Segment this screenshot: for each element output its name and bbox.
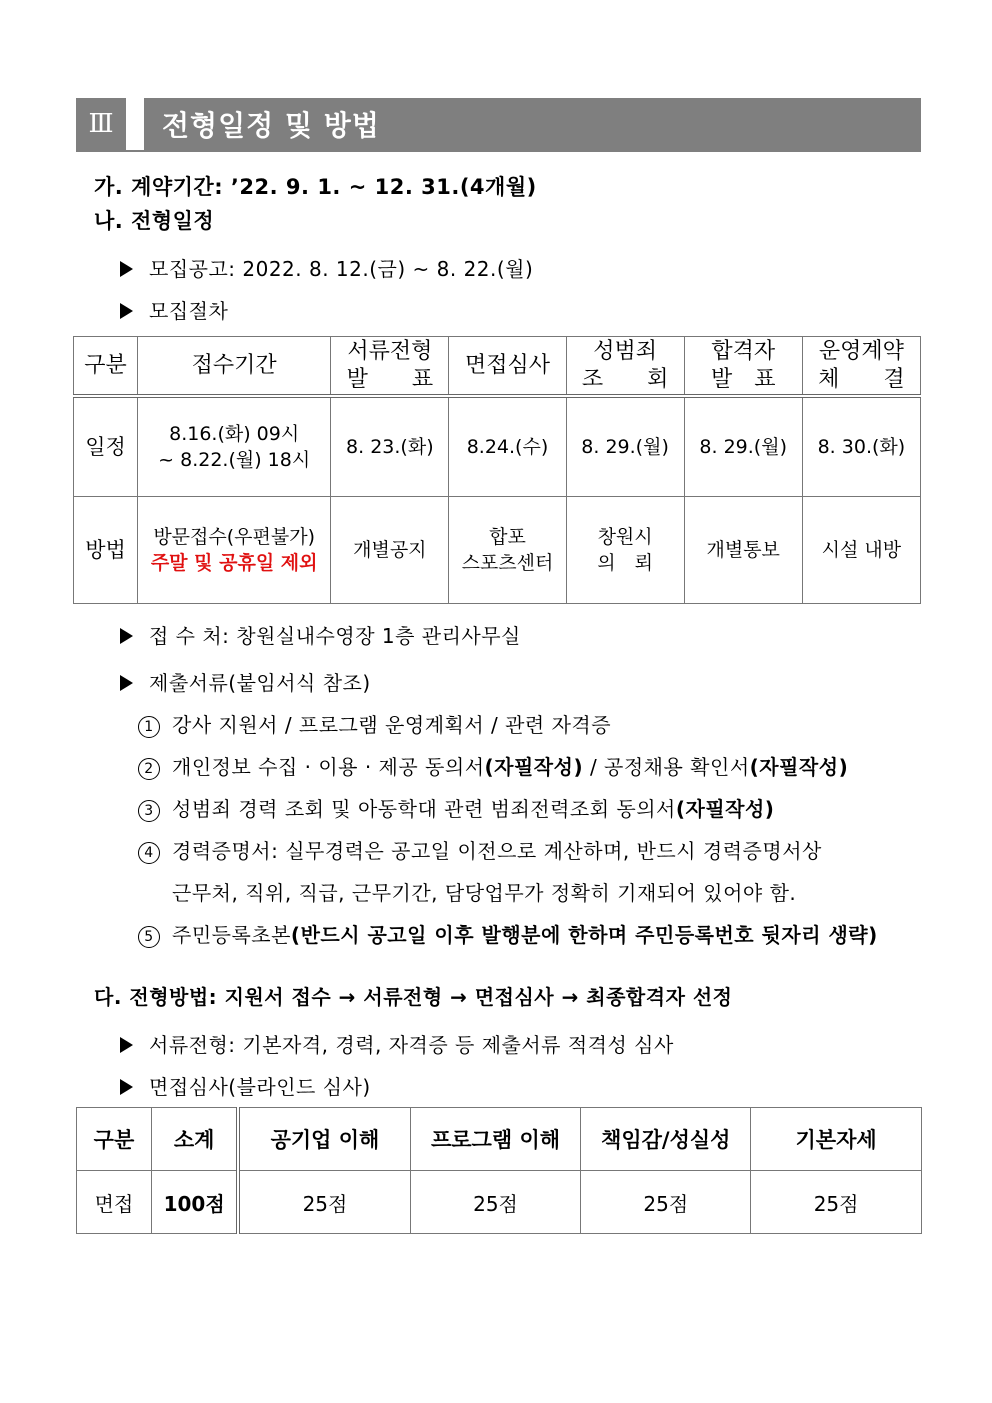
section-underline <box>76 150 921 152</box>
header-cell: 프로그램 이해 <box>410 1108 581 1171</box>
table-cell: 25점 <box>238 1171 410 1234</box>
table-cell: 8. 30.(화) <box>802 396 920 497</box>
table-row <box>74 396 921 497</box>
circled-number-icon: 4 <box>138 842 160 864</box>
header-cell: 소계 <box>151 1108 238 1171</box>
schedule-heading: 나. 전형일정 <box>94 209 215 233</box>
triangle-bullet-icon <box>120 303 133 319</box>
triangle-bullet-icon <box>120 261 133 277</box>
recruit-notice-text: 모집공고: 2022. 8. 12.(금) ~ 8. 22.(월) <box>149 257 534 281</box>
header-cell: 합격자 발 표 <box>684 337 802 397</box>
section-number: Ⅲ <box>76 98 126 150</box>
table-cell: 25점 <box>410 1171 581 1234</box>
recruit-procedure-item <box>120 295 228 324</box>
schedule-table <box>73 336 921 604</box>
circled-number-icon: 5 <box>138 926 160 948</box>
document-item: 2 개인정보 수집 · 이용 · 제공 동의서(자필작성) / 공정채용 확인서(자필작성) <box>138 751 848 780</box>
triangle-bullet-icon <box>120 675 133 691</box>
selection-method: 다. 전형방법: 지원서 접수 → 서류전형 → 면접심사 → 최종합격자 선정 <box>94 985 733 1009</box>
header-cell: 공기업 이해 <box>238 1108 410 1171</box>
header-cell: 기본자세 <box>751 1108 922 1171</box>
table-cell: 창원시 의 뢰 <box>566 497 684 604</box>
header-cell: 책임감/성실성 <box>581 1108 751 1171</box>
header-cell: 구분 <box>77 1108 152 1171</box>
reception-place-item <box>120 620 521 649</box>
doc-screening-text: 서류전형: 기본자격, 경력, 자격증 등 제출서류 적격성 심사 <box>149 1033 674 1057</box>
reception-place-text: 접 수 처: 창원실내수영장 1층 관리사무실 <box>149 624 521 648</box>
row-label: 방법 <box>74 497 138 604</box>
header-cell: 구분 <box>74 337 138 397</box>
table-cell: 8. 29.(월) <box>566 396 684 497</box>
documents-title-text: 제출서류(붙임서식 참조) <box>149 671 371 695</box>
header-cell: 서류전형 발 표 <box>331 337 449 397</box>
circled-number-icon: 1 <box>138 716 160 738</box>
table-cell: 개별공지 <box>331 497 449 604</box>
table-cell: 100점 <box>151 1171 238 1234</box>
score-table <box>76 1107 922 1234</box>
triangle-bullet-icon <box>120 1037 133 1053</box>
doc-screening-item <box>120 1029 674 1058</box>
table-cell: 합포 스포츠센터 <box>449 497 566 604</box>
contract-period: 가. 계약기간: ’22. 9. 1. ~ 12. 31.(4개월) <box>94 175 537 199</box>
table-cell: 8.16.(화) 09시 ~ 8.22.(월) 18시 <box>138 396 331 497</box>
document-item: 5 주민등록초본(반드시 공고일 이후 발행분에 한하며 주민등록번호 뒷자리 생략) <box>138 919 878 948</box>
document-item-continuation: 근무처, 직위, 직급, 근무기간, 담당업무가 정확히 기재되어 있어야 함. <box>172 881 797 905</box>
document-item: 4 경력증명서: 실무경력은 공고일 이전으로 계산하며, 반드시 경력증명서상 <box>138 835 822 864</box>
triangle-bullet-icon <box>120 1079 133 1095</box>
table-cell: 방문접수(우편불가) 주말 및 공휴일 제외 <box>138 497 331 604</box>
recruit-procedure-text: 모집절차 <box>149 299 229 323</box>
documents-title-item <box>120 667 371 696</box>
row-label: 일정 <box>74 396 138 497</box>
table-cell: 시설 내방 <box>802 497 920 604</box>
table-cell: 8. 29.(월) <box>684 396 802 497</box>
table-cell: 개별통보 <box>684 497 802 604</box>
header-cell: 접수기간 <box>138 337 331 397</box>
row-label: 면접 <box>77 1171 152 1234</box>
header-cell: 운영계약 체 결 <box>802 337 920 397</box>
table-row <box>77 1171 922 1234</box>
warning-text: 주말 및 공휴일 제외 <box>150 552 318 574</box>
triangle-bullet-icon <box>120 628 133 644</box>
interview-item <box>120 1071 371 1100</box>
table-cell: 8.24.(수) <box>449 396 566 497</box>
table-cell: 25점 <box>751 1171 922 1234</box>
table-row <box>74 497 921 604</box>
section-title: 전형일정 및 방법 <box>144 98 921 150</box>
circled-number-icon: 3 <box>138 800 160 822</box>
header-cell: 면접심사 <box>449 337 566 397</box>
recruit-notice-item <box>120 253 533 282</box>
circled-number-icon: 2 <box>138 758 160 780</box>
table-cell: 8. 23.(화) <box>331 396 449 497</box>
interview-text: 면접심사(블라인드 심사) <box>149 1075 371 1099</box>
table-header-row <box>77 1108 922 1171</box>
table-cell: 25점 <box>581 1171 751 1234</box>
document-item: 3 성범죄 경력 조회 및 아동학대 관련 범죄전력조회 동의서(자필작성) <box>138 793 774 822</box>
header-cell: 성범죄 조 회 <box>566 337 684 397</box>
table-header-row <box>74 337 921 397</box>
document-item: 1 강사 지원서 / 프로그램 운영계획서 / 관련 자격증 <box>138 709 611 738</box>
